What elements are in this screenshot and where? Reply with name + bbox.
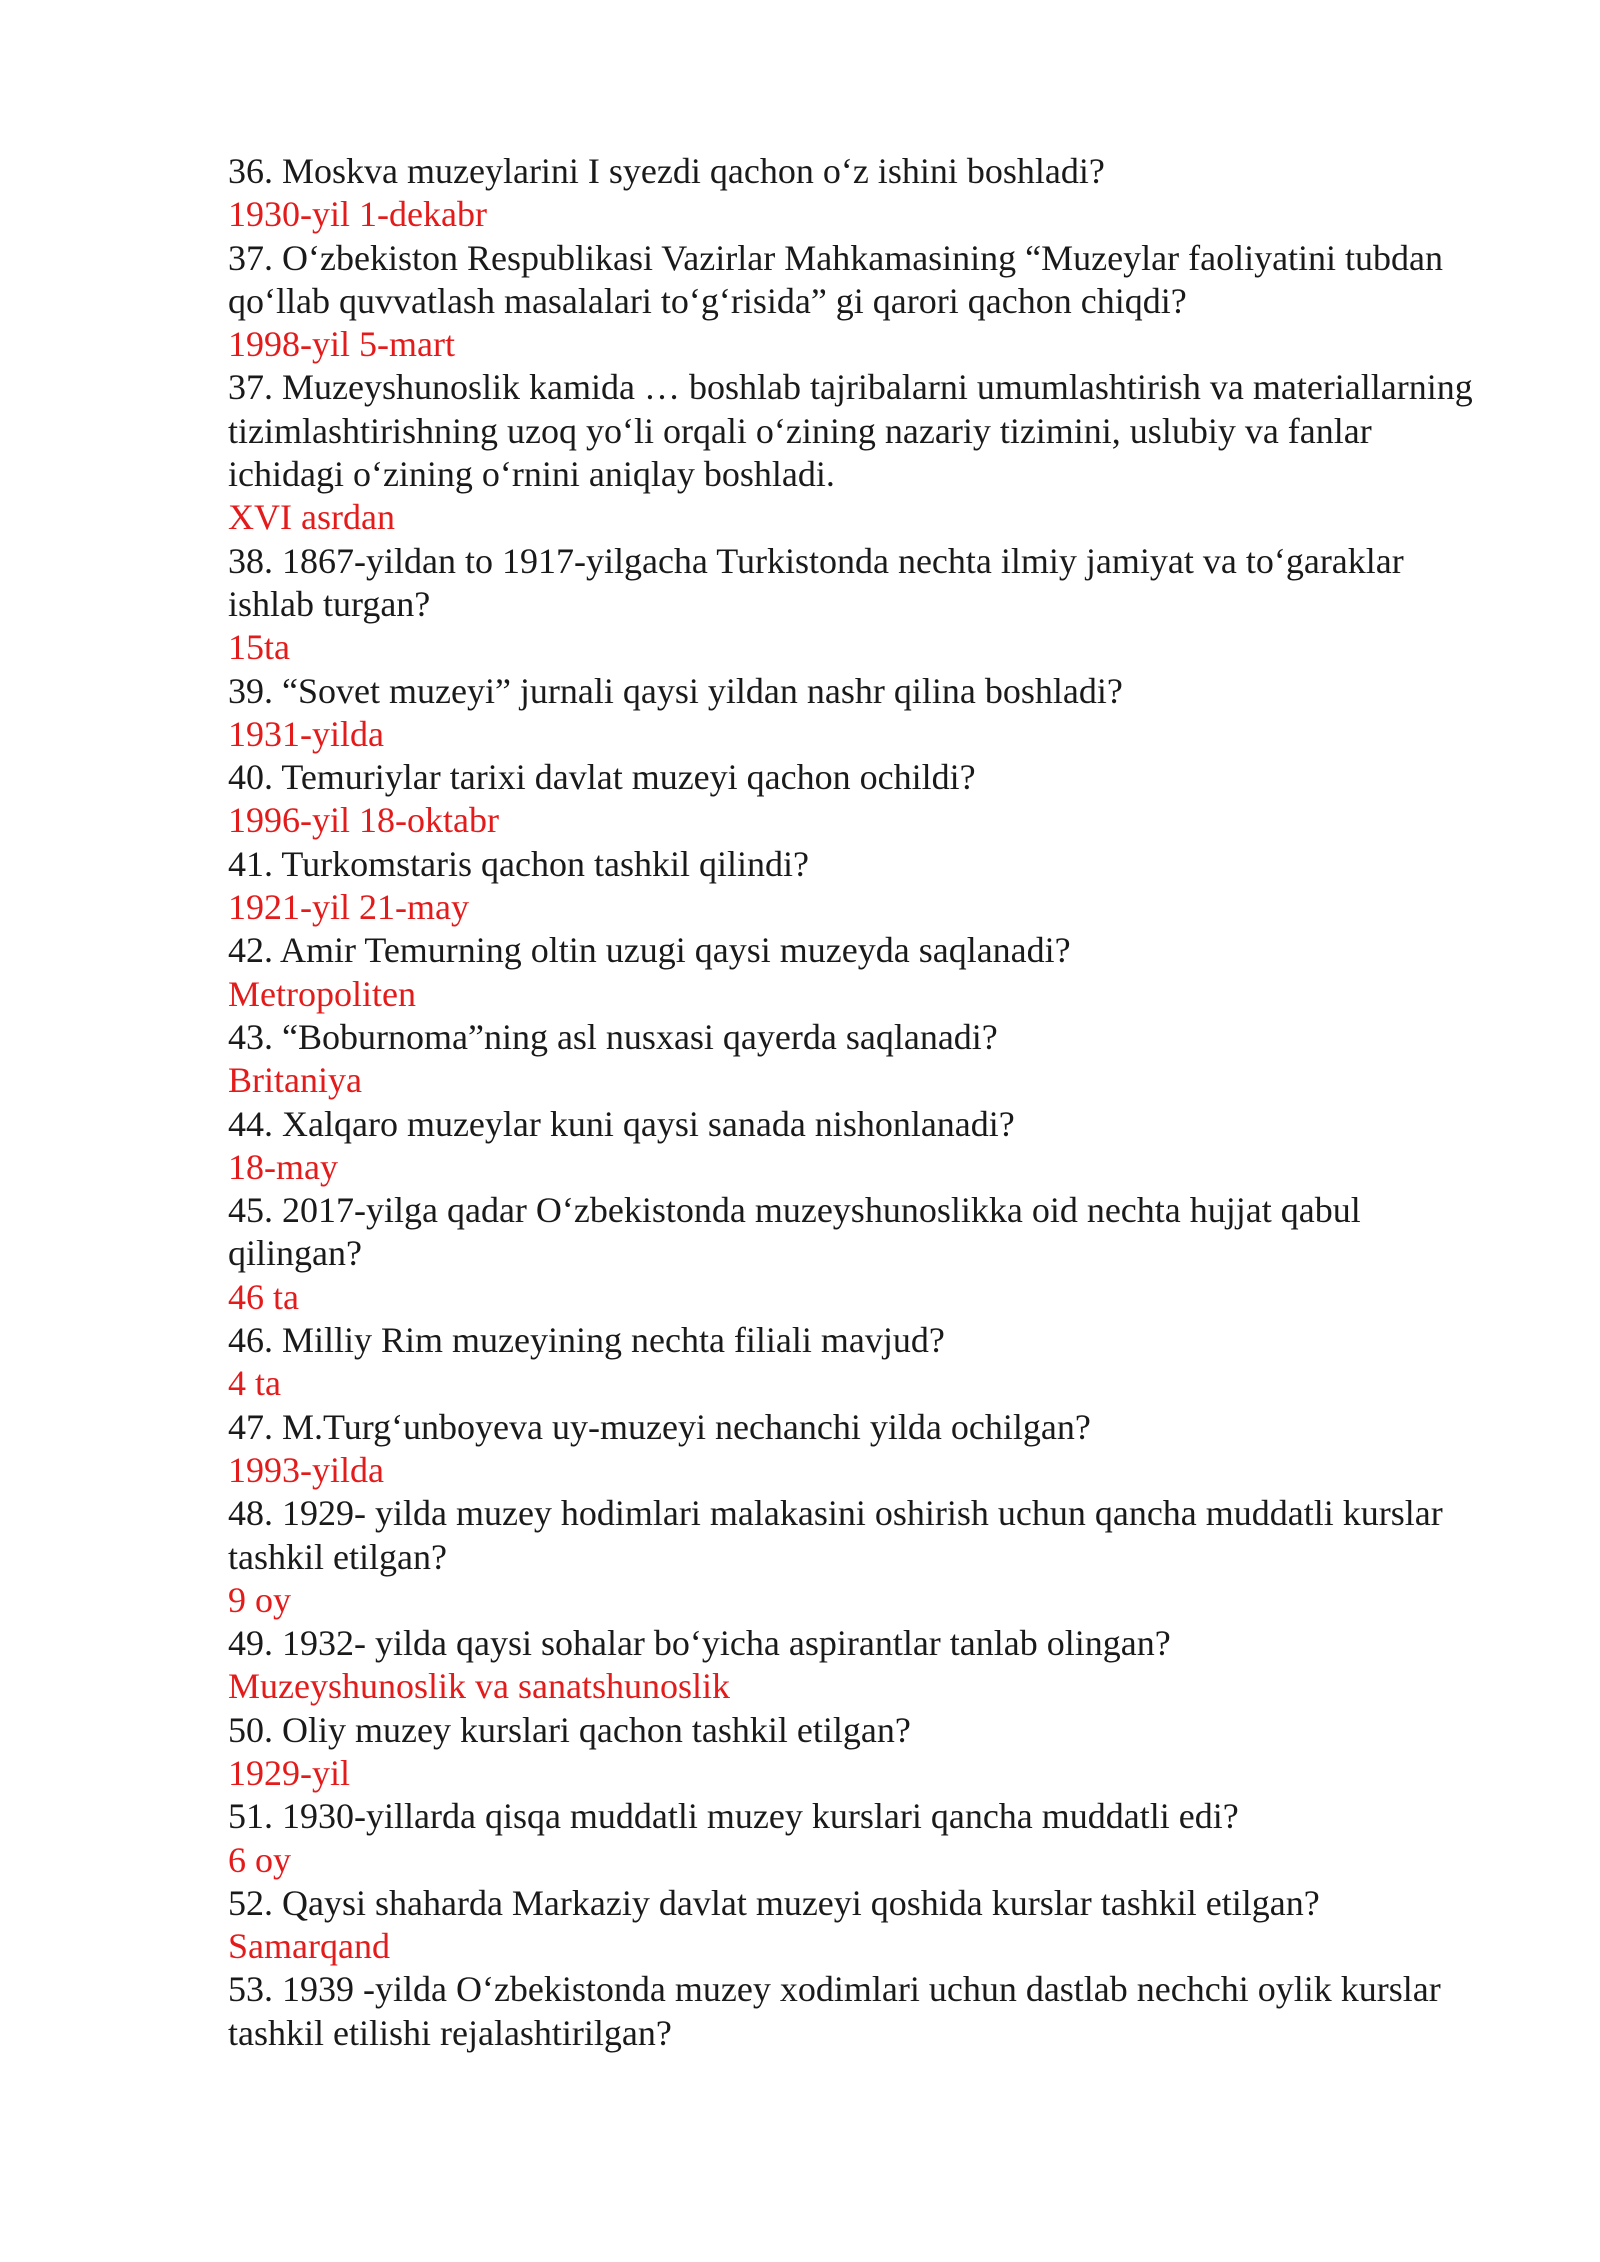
qa-item bbox=[228, 1968, 1478, 2055]
answer-text: 1930-yil 1-dekabr bbox=[228, 194, 487, 235]
qa-item bbox=[228, 540, 1478, 670]
qa-item bbox=[228, 1406, 1478, 1493]
qa-item bbox=[228, 1016, 1478, 1103]
question-text: 37. Oʻzbekiston Respublikasi Vazirlar Mahkamasining “Muzeylar faoliyatini tubdan qoʻllab quvvatlash masalalari toʻgʻrisida” gi qarori qachon chiqdi? bbox=[228, 237, 1444, 321]
answer-text: 1998-yil 5-mart bbox=[228, 324, 455, 365]
question-text: 45. 2017-yilga qadar Oʻzbekistonda muzeyshunoslikka oid nechta hujjat qabul qilingan? bbox=[228, 1190, 1361, 1274]
question-text: 46. Milliy Rim muzeyining nechta filiali mavjud? bbox=[228, 1320, 945, 1361]
qa-item bbox=[228, 150, 1478, 237]
question-text: 53. 1939 -yilda Oʻzbekistonda muzey xodimlari uchun dastlab nechchi oylik kurslar tashkil etilishi rejalashtirilgan? bbox=[228, 1969, 1441, 2053]
question-text: 44. Xalqaro muzeylar kuni qaysi sanada nishonlanadi? bbox=[228, 1103, 1015, 1144]
question-text: 42. Amir Temurning oltin uzugi qaysi muzeyda saqlanadi? bbox=[228, 930, 1071, 971]
qa-item bbox=[228, 843, 1478, 930]
qa-item bbox=[228, 1189, 1478, 1319]
qa-item bbox=[228, 1709, 1478, 1796]
question-text: 41. Turkomstaris qachon tashkil qilindi? bbox=[228, 843, 809, 884]
answer-text: XVI asrdan bbox=[228, 497, 395, 538]
qa-item bbox=[228, 366, 1478, 539]
question-text: 49. 1932- yilda qaysi sohalar boʻyicha aspirantlar tanlab olingan? bbox=[228, 1623, 1171, 1664]
qa-item bbox=[228, 237, 1478, 367]
question-text: 39. “Sovet muzeyi” jurnali qaysi yildan nashr qilina boshladi? bbox=[228, 670, 1123, 711]
answer-text: 9 oy bbox=[228, 1579, 291, 1620]
qa-item bbox=[228, 1622, 1478, 1709]
qa-item bbox=[228, 1795, 1478, 1882]
question-text: 47. M.Turgʻunboyeva uy-muzeyi nechanchi yilda ochilgan? bbox=[228, 1406, 1091, 1447]
question-text: 52. Qaysi shaharda Markaziy davlat muzeyi qoshida kurslar tashkil etilgan? bbox=[228, 1882, 1320, 1923]
question-text: 38. 1867-yildan to 1917-yilgacha Turkistonda nechta ilmiy jamiyat va toʻgaraklar ishlab turgan? bbox=[228, 540, 1404, 624]
answer-text: 18-may bbox=[228, 1146, 338, 1187]
answer-text: 4 ta bbox=[228, 1363, 281, 1404]
document-page bbox=[228, 150, 1478, 2055]
answer-text: Muzeyshunoslik va sanatshunoslik bbox=[228, 1666, 730, 1707]
answer-text: 1921-yil 21-may bbox=[228, 887, 469, 928]
qa-item bbox=[228, 756, 1478, 843]
answer-text: Britaniya bbox=[228, 1060, 362, 1101]
answer-text: 1929-yil bbox=[228, 1752, 350, 1793]
question-text: 48. 1929- yilda muzey hodimlari malakasini oshirish uchun qancha muddatli kurslar tashkil etilgan? bbox=[228, 1493, 1443, 1577]
question-text: 51. 1930-yillarda qisqa muddatli muzey kurslari qancha muddatli edi? bbox=[228, 1796, 1239, 1837]
answer-text: 15ta bbox=[228, 627, 290, 668]
answer-text: 46 ta bbox=[228, 1276, 299, 1317]
qa-item bbox=[228, 1319, 1478, 1406]
answer-text: 1993-yilda bbox=[228, 1449, 384, 1490]
question-text: 37. Muzeyshunoslik kamida … boshlab tajribalarni umumlashtirish va materiallarning tizimlashtirishning uzoq yoʻli orqali oʻzining nazariy tizimini, uslubiy va fanlar ichidagi oʻzining oʻrnini aniqlay boshladi. bbox=[228, 367, 1473, 495]
qa-item bbox=[228, 929, 1478, 1016]
qa-item bbox=[228, 1882, 1478, 1969]
answer-text: 1996-yil 18-oktabr bbox=[228, 800, 499, 841]
question-text: 50. Oliy muzey kurslari qachon tashkil etilgan? bbox=[228, 1709, 911, 1750]
question-text: 36. Moskva muzeylarini I syezdi qachon oʻz ishini boshladi? bbox=[228, 151, 1105, 191]
answer-text: Samarqand bbox=[228, 1926, 390, 1967]
question-text: 43. “Boburnoma”ning asl nusxasi qayerda saqlanadi? bbox=[228, 1016, 998, 1057]
question-text: 40. Temuriylar tarixi davlat muzeyi qachon ochildi? bbox=[228, 757, 976, 798]
answer-text: 1931-yilda bbox=[228, 713, 384, 754]
qa-item bbox=[228, 1492, 1478, 1622]
answer-text: Metropoliten bbox=[228, 973, 416, 1014]
answer-text: 6 oy bbox=[228, 1839, 291, 1880]
qa-item bbox=[228, 1103, 1478, 1190]
qa-item bbox=[228, 670, 1478, 757]
